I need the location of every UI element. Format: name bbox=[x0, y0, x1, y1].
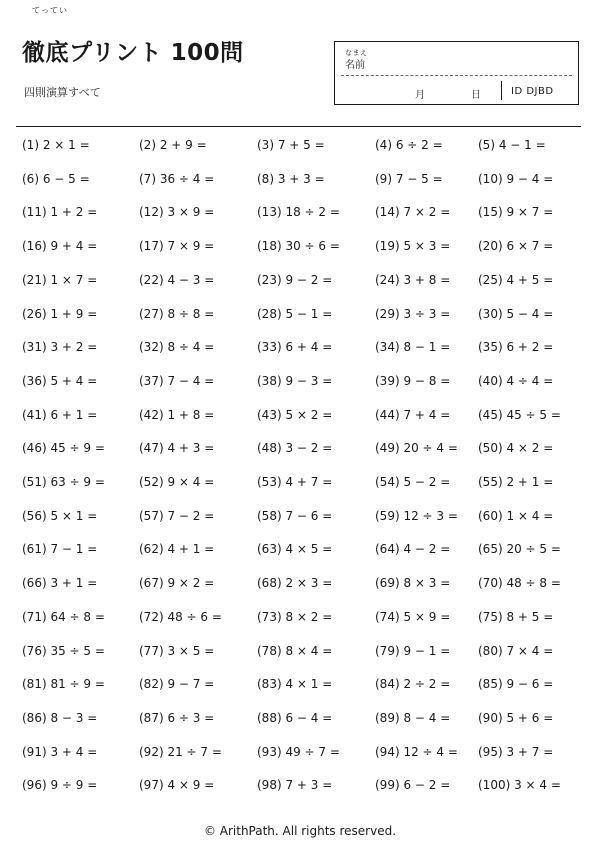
problem-86: (86) 8 − 3 = bbox=[22, 710, 98, 725]
problem-8: (8) 3 + 3 = bbox=[257, 171, 325, 186]
problem-54: (54) 5 − 2 = bbox=[375, 475, 451, 489]
problem-53: (53) 4 + 7 = bbox=[257, 475, 333, 489]
problem-69: (69) 8 × 3 = bbox=[375, 576, 451, 591]
problem-71: (71) 64 ÷ 8 = bbox=[22, 609, 105, 624]
copyright-footer: © ArithPath. All rights reserved. bbox=[203, 824, 397, 838]
problem-55: (55) 2 + 1 = bbox=[478, 475, 554, 489]
problem-23: (23) 9 − 2 = bbox=[257, 272, 333, 287]
problem-78: (78) 8 × 4 = bbox=[257, 643, 333, 658]
problem-72: (72) 48 ÷ 6 = bbox=[139, 609, 222, 624]
name-ruby: なまえ bbox=[345, 49, 368, 57]
problem-74: (74) 5 × 9 = bbox=[375, 609, 451, 624]
day-label: 日 bbox=[471, 90, 481, 101]
problem-84: (84) 2 ÷ 2 = bbox=[375, 677, 451, 692]
problem-18: (18) 30 ÷ 6 = bbox=[257, 239, 340, 254]
problem-92: (92) 21 ÷ 7 = bbox=[139, 744, 222, 759]
problem-3: (3) 7 + 5 = bbox=[257, 138, 325, 152]
problem-59: (59) 12 ÷ 3 = bbox=[375, 508, 458, 523]
problem-30: (30) 5 − 4 = bbox=[478, 306, 554, 321]
problem-2: (2) 2 + 9 = bbox=[139, 138, 207, 152]
problem-33: (33) 6 + 4 = bbox=[257, 340, 333, 355]
problem-90: (90) 5 + 6 = bbox=[478, 710, 554, 725]
title-ruby: てってい bbox=[32, 6, 68, 15]
problem-34: (34) 8 − 1 = bbox=[375, 340, 451, 355]
problem-14: (14) 7 × 2 = bbox=[375, 205, 451, 220]
problem-42: (42) 1 + 8 = bbox=[139, 407, 215, 422]
problem-16: (16) 9 + 4 = bbox=[22, 239, 98, 254]
problem-79: (79) 9 − 1 = bbox=[375, 643, 451, 658]
problem-37: (37) 7 − 4 = bbox=[139, 373, 215, 388]
problem-50: (50) 4 × 2 = bbox=[478, 441, 554, 456]
problem-47: (47) 4 + 3 = bbox=[139, 441, 215, 456]
worksheet-title: 徹底プリント 100問 bbox=[22, 40, 244, 66]
problem-52: (52) 9 × 4 = bbox=[139, 475, 215, 489]
problem-70: (70) 48 ÷ 8 = bbox=[478, 576, 561, 591]
problem-64: (64) 4 − 2 = bbox=[375, 542, 451, 557]
problem-87: (87) 6 ÷ 3 = bbox=[139, 710, 215, 725]
problem-12: (12) 3 × 9 = bbox=[139, 205, 215, 220]
problem-99: (99) 6 − 2 = bbox=[375, 778, 451, 793]
problem-20: (20) 6 × 7 = bbox=[478, 239, 554, 254]
problem-36: (36) 5 + 4 = bbox=[22, 373, 98, 388]
problem-4: (4) 6 ÷ 2 = bbox=[375, 138, 443, 152]
problem-17: (17) 7 × 9 = bbox=[139, 239, 215, 254]
name-label: 名前 bbox=[345, 60, 365, 71]
problem-10: (10) 9 − 4 = bbox=[478, 171, 554, 186]
problem-46: (46) 45 ÷ 9 = bbox=[22, 441, 105, 456]
problem-76: (76) 35 ÷ 5 = bbox=[22, 643, 105, 658]
worksheet-id: ID DJBD bbox=[511, 86, 554, 97]
problem-57: (57) 7 − 2 = bbox=[139, 508, 215, 523]
problem-61: (61) 7 − 1 = bbox=[22, 542, 98, 557]
problem-48: (48) 3 − 2 = bbox=[257, 441, 333, 456]
problem-5: (5) 4 − 1 = bbox=[478, 138, 546, 152]
problem-19: (19) 5 × 3 = bbox=[375, 239, 451, 254]
problem-73: (73) 8 × 2 = bbox=[257, 609, 333, 624]
problem-85: (85) 9 − 6 = bbox=[478, 677, 554, 692]
problem-82: (82) 9 − 7 = bbox=[139, 677, 215, 692]
problem-65: (65) 20 ÷ 5 = bbox=[478, 542, 561, 557]
problem-32: (32) 8 ÷ 4 = bbox=[139, 340, 215, 355]
problem-94: (94) 12 ÷ 4 = bbox=[375, 744, 458, 759]
problem-96: (96) 9 ÷ 9 = bbox=[22, 778, 98, 793]
problem-29: (29) 3 ÷ 3 = bbox=[375, 306, 451, 321]
problem-7: (7) 36 ÷ 4 = bbox=[139, 171, 215, 186]
problem-39: (39) 9 − 8 = bbox=[375, 373, 451, 388]
problem-98: (98) 7 + 3 = bbox=[257, 778, 333, 793]
problem-75: (75) 8 + 5 = bbox=[478, 609, 554, 624]
problem-100: (100) 3 × 4 = bbox=[478, 778, 561, 793]
problem-15: (15) 9 × 7 = bbox=[478, 205, 554, 220]
problem-81: (81) 81 ÷ 9 = bbox=[22, 677, 105, 692]
problem-83: (83) 4 × 1 = bbox=[257, 677, 333, 692]
problem-22: (22) 4 − 3 = bbox=[139, 272, 215, 287]
problem-44: (44) 7 + 4 = bbox=[375, 407, 451, 422]
worksheet-subtitle: 四則演算すべて bbox=[24, 86, 101, 99]
problem-62: (62) 4 + 1 = bbox=[139, 542, 215, 557]
problem-28: (28) 5 − 1 = bbox=[257, 306, 333, 321]
problem-24: (24) 3 + 8 = bbox=[375, 272, 451, 287]
month-label: 月 bbox=[415, 90, 425, 101]
problem-93: (93) 49 ÷ 7 = bbox=[257, 744, 340, 759]
problem-60: (60) 1 × 4 = bbox=[478, 508, 554, 523]
problem-67: (67) 9 × 2 = bbox=[139, 576, 215, 591]
problem-66: (66) 3 + 1 = bbox=[22, 576, 98, 591]
problem-68: (68) 2 × 3 = bbox=[257, 576, 333, 591]
problem-1: (1) 2 × 1 = bbox=[22, 138, 90, 152]
problem-56: (56) 5 × 1 = bbox=[22, 508, 98, 523]
problem-40: (40) 4 ÷ 4 = bbox=[478, 373, 554, 388]
problem-77: (77) 3 × 5 = bbox=[139, 643, 215, 658]
problem-49: (49) 20 ÷ 4 = bbox=[375, 441, 458, 456]
problem-80: (80) 7 × 4 = bbox=[478, 643, 554, 658]
problem-91: (91) 3 + 4 = bbox=[22, 744, 98, 759]
problem-6: (6) 6 − 5 = bbox=[22, 171, 90, 186]
problem-38: (38) 9 − 3 = bbox=[257, 373, 333, 388]
problem-63: (63) 4 × 5 = bbox=[257, 542, 333, 557]
problem-31: (31) 3 + 2 = bbox=[22, 340, 98, 355]
problem-97: (97) 4 × 9 = bbox=[139, 778, 215, 793]
problem-89: (89) 8 − 4 = bbox=[375, 710, 451, 725]
problem-58: (58) 7 − 6 = bbox=[257, 508, 333, 523]
problem-35: (35) 6 + 2 = bbox=[478, 340, 554, 355]
problem-9: (9) 7 − 5 = bbox=[375, 171, 443, 186]
problem-21: (21) 1 × 7 = bbox=[22, 272, 98, 287]
problem-43: (43) 5 × 2 = bbox=[257, 407, 333, 422]
problem-26: (26) 1 + 9 = bbox=[22, 306, 98, 321]
problem-13: (13) 18 ÷ 2 = bbox=[257, 205, 340, 220]
problem-25: (25) 4 + 5 = bbox=[478, 272, 554, 287]
problem-88: (88) 6 − 4 = bbox=[257, 710, 333, 725]
problem-41: (41) 6 + 1 = bbox=[22, 407, 98, 422]
problem-51: (51) 63 ÷ 9 = bbox=[22, 475, 105, 489]
problem-45: (45) 45 ÷ 5 = bbox=[478, 407, 561, 422]
problem-11: (11) 1 + 2 = bbox=[22, 205, 98, 220]
problem-95: (95) 3 + 7 = bbox=[478, 744, 554, 759]
problem-27: (27) 8 ÷ 8 = bbox=[139, 306, 215, 321]
